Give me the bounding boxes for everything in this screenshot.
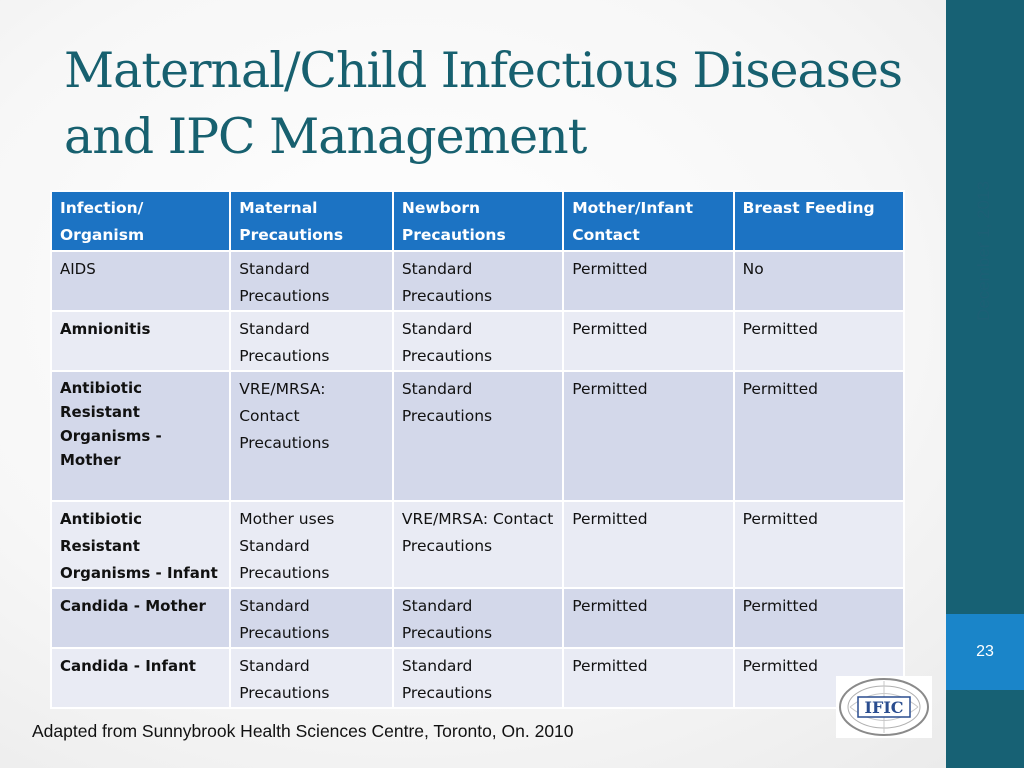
cell-breastfeeding: Permitted <box>734 648 904 708</box>
cell-contact: Permitted <box>563 371 733 501</box>
date-label <box>964 166 1004 336</box>
cell-breastfeeding: Permitted <box>734 311 904 371</box>
cell-newborn: Standard Precautions <box>393 251 563 311</box>
cell-breastfeeding: No <box>734 251 904 311</box>
cell-organism: Candida - Mother <box>51 588 230 648</box>
cell-organism: Candida - Infant <box>51 648 230 708</box>
table-row <box>51 588 904 648</box>
header-maternal: Maternal Precautions <box>230 191 393 251</box>
cell-organism: Amnionitis <box>51 311 230 371</box>
cell-contact: Permitted <box>563 588 733 648</box>
ific-logo <box>836 676 932 738</box>
cell-maternal: Mother uses Standard Precautions <box>230 501 393 588</box>
cell-maternal: Standard Precautions <box>230 311 393 371</box>
header-newborn: Newborn Precautions <box>393 191 563 251</box>
header-breastfeeding: Breast Feeding <box>734 191 904 251</box>
source-footnote: Adapted from Sunnybrook Health Sciences Centre, Toronto, On. 2010 <box>32 721 574 741</box>
cell-breastfeeding: Permitted <box>734 588 904 648</box>
header-organism: Infection/ Organism <box>51 191 230 251</box>
cell-newborn: Standard Precautions <box>393 311 563 371</box>
cell-newborn: Standard Precautions <box>393 371 563 501</box>
cell-organism: Antibiotic Resistant Organisms - Mother <box>51 371 230 501</box>
cell-organism: AIDS <box>51 251 230 311</box>
logo-text: IFIC <box>864 698 904 717</box>
cell-breastfeeding: Permitted <box>734 501 904 588</box>
date-text: December 1, 2013 <box>974 181 993 321</box>
cell-newborn: Standard Precautions <box>393 648 563 708</box>
cell-contact: Permitted <box>563 501 733 588</box>
cell-maternal: VRE/MRSA: Contact Precautions <box>230 371 393 501</box>
cell-breastfeeding: Permitted <box>734 371 904 501</box>
ific-logo-icon <box>836 676 932 738</box>
table-header-row <box>51 191 904 251</box>
header-contact: Mother/Infant Contact <box>563 191 733 251</box>
table-row <box>51 251 904 311</box>
table-row <box>51 648 904 708</box>
cell-contact: Permitted <box>563 648 733 708</box>
table-row <box>51 501 904 588</box>
slide-title: Maternal/Child Infectious Diseases and IPC Management <box>64 42 903 165</box>
page-number: 23 <box>946 614 1024 690</box>
ipc-table <box>50 190 905 709</box>
cell-maternal: Standard Precautions <box>230 588 393 648</box>
cell-organism: Antibiotic Resistant Organisms - Infant <box>51 501 230 588</box>
cell-maternal: Standard Precautions <box>230 648 393 708</box>
table-row <box>51 371 904 501</box>
cell-contact: Permitted <box>563 311 733 371</box>
cell-maternal: Standard Precautions <box>230 251 393 311</box>
cell-newborn: VRE/MRSA: Contact Precautions <box>393 501 563 588</box>
cell-newborn: Standard Precautions <box>393 588 563 648</box>
table-row <box>51 311 904 371</box>
cell-contact: Permitted <box>563 251 733 311</box>
